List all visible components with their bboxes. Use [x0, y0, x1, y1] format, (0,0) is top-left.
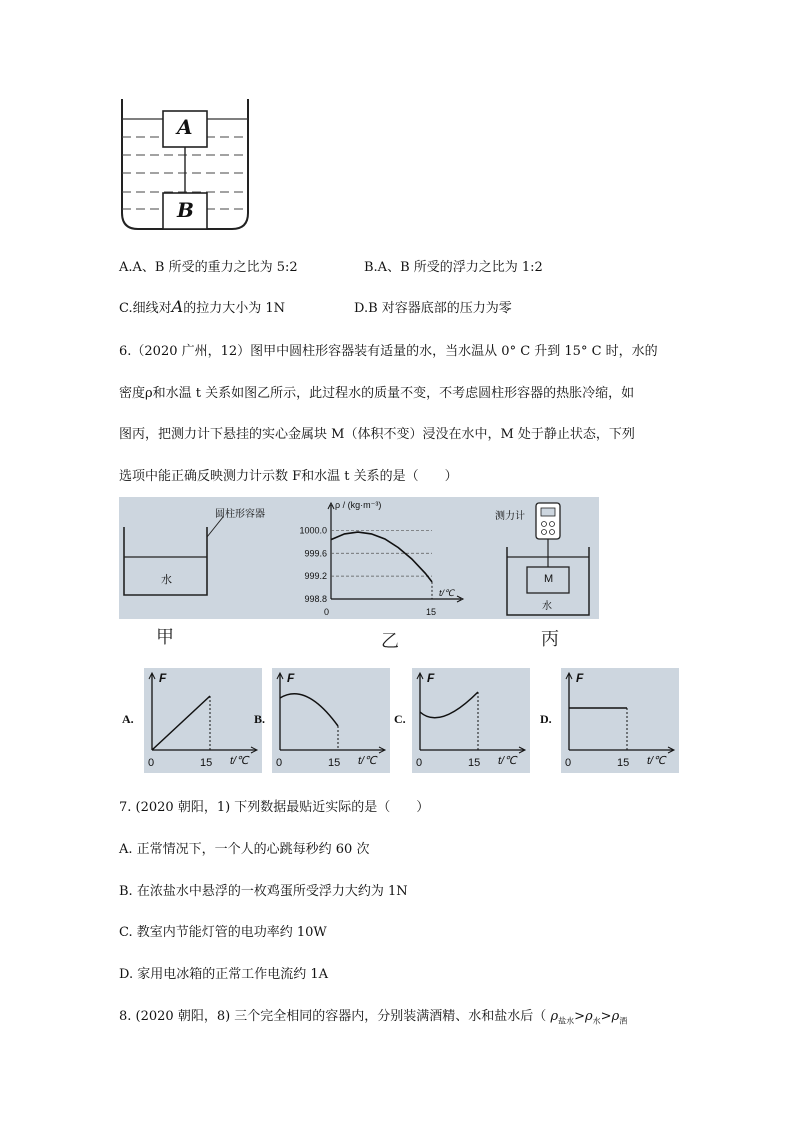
answer-option-label: C. [394, 712, 406, 726]
q7-option-d: D. 家用电冰箱的正常工作电流约 1A [119, 967, 329, 982]
answer-option-label: B. [254, 712, 266, 726]
q5-option-c-italic: A [171, 297, 184, 316]
answer-y-label: F [576, 671, 584, 685]
density-x-tick-label: 15 [426, 607, 437, 617]
fig-bing-water-label: 水 [542, 601, 552, 612]
answer-x-tick: 15 [617, 757, 630, 769]
q5-option-c-suffix: 的拉力大小为 1N [183, 301, 285, 316]
fig-bing-meter-label: 测力计 [495, 507, 525, 522]
q5-option-c-prefix: C.细线对 [119, 301, 172, 316]
answer-x-unit: t/℃ [498, 755, 517, 767]
density-y-tick-label: 998.8 [304, 594, 327, 604]
q8-stem-text: 8. (2020 朝阳，8) 三个完全相同的容器内，分别装满酒精、水和盐水后（ [119, 1009, 547, 1024]
fig-bing-caption: 丙 [541, 629, 559, 650]
answer-y-label: F [287, 671, 295, 685]
block-a-label: A [177, 115, 193, 139]
answer-series-line [420, 692, 478, 718]
answer-x-tick: 15 [200, 757, 213, 769]
fig-jia-water-label: 水 [161, 573, 172, 586]
fig-yi-caption: 乙 [381, 631, 399, 652]
fig-jia-diagram [119, 497, 229, 619]
q8-rho-3: ρ [611, 1009, 620, 1024]
answer-graph-a [144, 668, 262, 773]
q7-option-b: B. 在浓盐水中悬浮的一枚鸡蛋所受浮力大约为 1N [119, 884, 408, 899]
answer-x-unit: t/℃ [230, 755, 249, 767]
answer-x-tick: 15 [328, 757, 341, 769]
q7-option-c: C. 教室内节能灯管的电功率约 10W [119, 925, 327, 940]
density-x-origin: 0 [324, 607, 330, 617]
answer-graph-c [412, 668, 530, 773]
density-chart [289, 497, 479, 619]
q6-line-4: 选项中能正确反映测力计示数 F和水温 t 关系的是（ ） [119, 469, 458, 484]
answer-x-tick: 15 [468, 757, 481, 769]
block-b-label: B [177, 198, 194, 222]
answer-x-unit: t/℃ [358, 755, 377, 767]
answer-x-unit: t/℃ [647, 755, 666, 767]
q8-stem [119, 1005, 627, 1027]
q5-option-d: D.B 对容器底部的压力为零 [354, 301, 512, 316]
q8-sub-2: 水 [592, 1016, 601, 1026]
q8-sub-3: 酒 [619, 1016, 628, 1026]
density-y-tick-label: 999.6 [304, 548, 327, 559]
density-x-unit: t/℃ [439, 588, 455, 598]
answer-y-label: F [159, 671, 167, 685]
answer-x-origin: 0 [416, 757, 423, 769]
density-series-line [331, 532, 432, 582]
q8-sub-1: 盐水 [558, 1016, 575, 1026]
answer-series-line [152, 696, 210, 750]
q6-line-1: 6.（2020 广州，12）图甲中圆柱形容器装有适量的水，当水温从 0° C 升到 15° C 时，水的 [119, 344, 658, 359]
fig-jia-container-label: 圆柱形容器 [215, 509, 265, 520]
figure-panel-jia-yi [119, 497, 493, 619]
figure-panel-bing [493, 497, 599, 619]
answer-graph-b [272, 668, 390, 773]
q7-stem: 7. (2020 朝阳，1) 下列数据最贴近实际的是（ ） [119, 800, 430, 815]
answer-x-origin: 0 [565, 757, 572, 769]
q6-line-3: 图丙，把测力计下悬挂的实心金属块 M（体积不变）浸没在水中，M 处于静止状态，下列 [119, 427, 635, 442]
answer-x-origin: 0 [276, 757, 283, 769]
fig-jia-caption: 甲 [156, 627, 174, 648]
fig-bing-block-label: M [544, 573, 554, 585]
q5-option-c [119, 297, 285, 316]
density-y-tick-label: 999.2 [304, 571, 327, 582]
container-figure [110, 95, 260, 235]
density-y-tick-label: 1000.0 [299, 525, 327, 536]
answer-x-origin: 0 [148, 757, 155, 769]
q5-option-b: B.A、B 所受的浮力之比为 1:2 [364, 260, 543, 275]
answer-option-label: D. [540, 712, 552, 726]
answer-option-label: A. [122, 712, 134, 726]
density-y-unit: ρ / (kg·m⁻³) [335, 500, 382, 510]
q5-option-a: A.A、B 所受的重力之比为 5:2 [119, 260, 298, 275]
answer-y-label: F [427, 671, 435, 685]
answer-graph-d [561, 668, 679, 773]
q8-gt-1: > [574, 1009, 586, 1024]
q6-line-2: 密度ρ和水温 t 关系如图乙所示，此过程水的质量不变，不考虑圆柱形容器的热胀冷缩，如 [119, 386, 635, 401]
q7-option-a: A. 正常情况下，一个人的心跳每秒约 60 次 [119, 842, 370, 857]
q8-rho-2: ρ [585, 1009, 593, 1024]
answer-series-line [280, 694, 338, 726]
q8-gt-2: > [600, 1009, 612, 1024]
q8-rho-1: ρ [550, 1009, 559, 1024]
